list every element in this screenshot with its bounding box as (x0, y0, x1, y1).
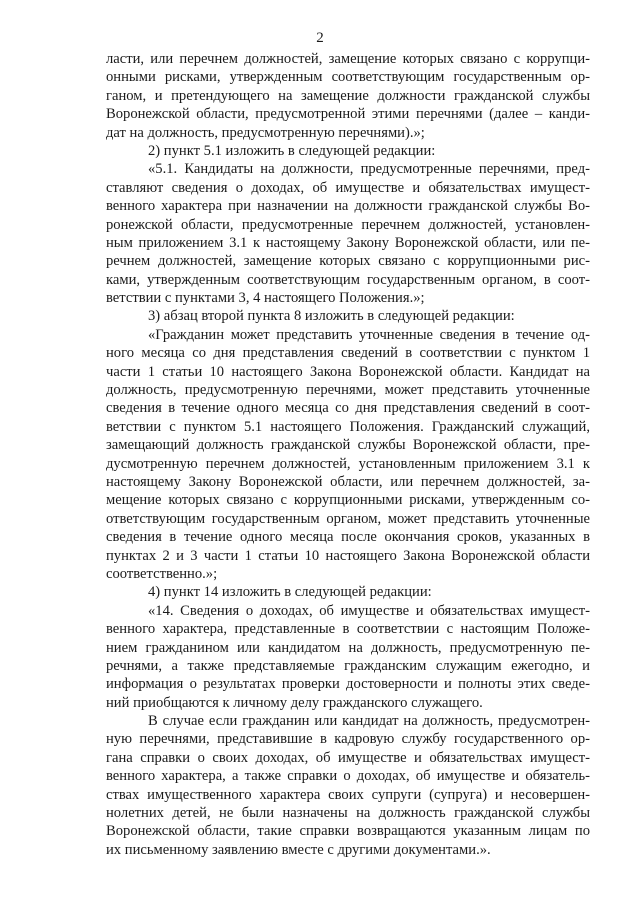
text-line: мещение которых связано с коррупционными рисками, утвержденным со- (106, 492, 590, 509)
text-line: пунктах 2 и 3 части 1 статьи 10 настоящего Закона Воронежской области (106, 547, 590, 564)
text-line: ками, утвержденным соответствующим государственным органом, в соот- (106, 271, 590, 288)
text-line: соответственно.»; (106, 565, 218, 582)
text-line: венного характера, представленные в соответствии с настоящим Положе- (106, 621, 590, 638)
text-line: ласти, или перечнем должностей, замещение которых связано с коррупци- (106, 51, 590, 67)
text-line: гана справки о своих доходах, об имуществе и обязательствах имущест- (106, 749, 590, 766)
text-line: ответствующим государственным органом, может представить уточненные (106, 510, 590, 527)
text-line: 4) пункт 14 изложить в следующей редакции: (148, 584, 432, 601)
text-line: ганом, и претендующего на замещение должности гражданской службы (106, 87, 590, 104)
text-line: сведения в течение одного месяца со дня представления сведений в соот- (106, 400, 590, 417)
text-line: ронежской области, предусмотренные перечнем должностей, установлен- (106, 216, 590, 233)
text-line: замещающий должность гражданской службы Воронежской области, пре- (106, 437, 590, 454)
text-line: ного месяца со дня представления сведений в соответствии с пунктом 1 (106, 345, 590, 362)
text-line: «Гражданин может представить уточненные сведения в течение од- (148, 326, 590, 343)
text-line: настоящему Закону Воронежской области, или перечнем должностей, за- (106, 473, 590, 490)
text-line: должность, предусмотренную перечнями, может представить уточненные (106, 382, 590, 399)
text-line: сведения в течение одного месяца после окончания сроков, указанных в (106, 529, 590, 546)
text-line: ствах имущественного характера своих супруги (супруга) и несовершен- (106, 786, 590, 803)
text-line: дусмотренную перечнем должностей, установленным приложением 3.1 к (106, 455, 590, 472)
text-line: 2) пункт 5.1 изложить в следующей редакции: (148, 142, 436, 159)
text-line: 3) абзац второй пункта 8 изложить в следующей редакции: (148, 308, 515, 325)
text-line: «5.1. Кандидаты на должности, предусмотренные перечнями, пред- (148, 161, 590, 178)
text-line: информация о результатах проверки достоверности и полноты этих сведе- (106, 676, 590, 693)
text-line: Воронежской области, предусмотренной этими перечнями (далее – канди- (106, 106, 590, 123)
text-line: венного характера, а также справки о доходах, об имуществе и обязатель- (106, 768, 590, 785)
text-line: нолетних детей, не были назначены на должность гражданской службы (106, 805, 590, 822)
page-number: 2 (316, 30, 324, 46)
text-line: ний приобщаются к личному делу гражданского служащего. (106, 694, 483, 711)
text-line: дат на должность, предусмотренную перечнями).»; (106, 124, 425, 141)
text-line: онными рисками, утвержденным соответствующим государственным ор- (106, 69, 590, 86)
text-line: речнем должностей, замещение которых связано с коррупционными рис- (106, 253, 590, 270)
text-line: ным приложением 3.1 к настоящему Закону Воронежской области, или пе- (106, 234, 590, 251)
text-line: венного характера при назначении на должности гражданской службы Во- (106, 198, 590, 215)
text-line: «14. Сведения о доходах, об имуществе и обязательствах имущест- (148, 602, 590, 619)
text-line: части 1 статьи 10 настоящего Закона Воронежской области. Кандидат на (106, 363, 590, 380)
text-line: ветствии с пунктами 3, 4 настоящего Положения.»; (106, 290, 425, 307)
text-line: их письменному заявлению вместе с другими документами.». (106, 841, 491, 858)
document-body (106, 50, 590, 859)
text-line: В случае если гражданин или кандидат на должность, предусмотрен- (148, 713, 590, 730)
text-line: ставляют сведения о доходах, об имуществе и обязательствах имущест- (106, 179, 590, 196)
text-line: речнями, а также представляемые гражданским служащим ежегодно, и (106, 657, 590, 674)
text-line: нием гражданином или кандидатом на должность, предусмотренную пе- (106, 639, 590, 656)
text-line: Воронежской области, такие справки возвращаются указанным лицам по (106, 823, 590, 840)
text-line: ную перечнями, представившие в кадровую службу государственного ор- (106, 731, 590, 748)
text-line: ветствии с пунктом 5.1 настоящего Положения. Гражданский служащий, (106, 418, 590, 435)
